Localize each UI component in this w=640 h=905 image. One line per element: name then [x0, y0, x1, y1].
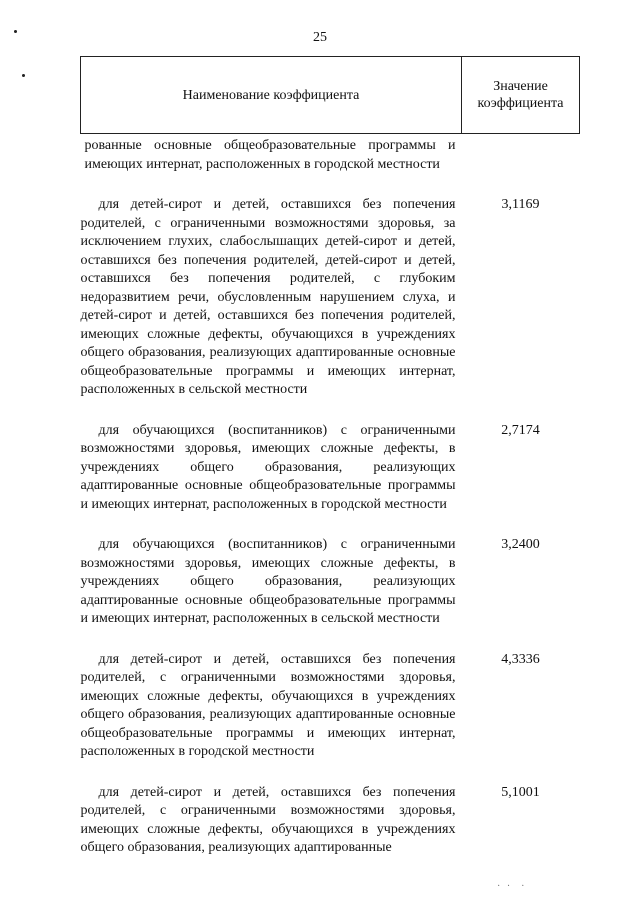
scan-speck — [22, 74, 25, 77]
table-row — [81, 629, 580, 762]
scan-artifact: · · · — [497, 881, 527, 892]
table-row — [81, 174, 580, 400]
coefficient-value: 5,1001 — [501, 784, 540, 800]
coefficient-value: 3,1169 — [501, 197, 540, 212]
coefficient-table — [80, 56, 580, 858]
coefficient-name: для детей-сирот и детей, оставшихся без попечения родителей, с ограниченными возможностями здоровья, за исключением глухих, слабослышащих детей-сирот и детей, оставшихся без попечения родителей, детей-сирот и детей, оставшихся без попечения родителей, с глубоким недоразвитием речи, обусловленным нарушением слуха, и детей-сирот и детей, оставшихся без попечения родителей, имеющих сложные дефекты, обучающихся в учреждениях общего образования, реализующих адаптированные основные общеобразовательные программы и имеющих интернат, расположенных в сельской местности — [80, 197, 456, 397]
continuation-text: рованные основные общеобразовательные программы и имеющих интернат, расположенных в городской местности — [84, 138, 456, 172]
page-number: 25 — [313, 30, 327, 45]
table-row — [81, 514, 580, 629]
header-value-label: Значение коэффициента — [477, 79, 564, 111]
coefficient-name: для обучающихся (воспитанников) с ограниченными возможностями здоровья, имеющих сложные дефекты, в учреждениях общего образования, реализующих адаптированные основные общеобразовательные программы и имеющих интернат, расположенных в сельской местности — [80, 537, 456, 626]
coefficient-value: 3,2400 — [501, 537, 540, 552]
coefficient-name: для детей-сирот и детей, оставшихся без попечения родителей, с ограниченными возможностями здоровья, имеющих сложные дефекты, обучающихся в учреждениях общего образования, реализующих адаптированные — [80, 784, 456, 855]
coefficient-value: 2,7174 — [501, 422, 540, 438]
table-row — [81, 400, 580, 515]
header-coefficient-value — [462, 57, 580, 134]
table-row-continuation — [81, 134, 580, 175]
table-header-row — [81, 57, 580, 134]
coefficient-name: для детей-сирот и детей, оставшихся без попечения родителей, с ограниченными возможностями здоровья, имеющих сложные дефекты, обучающихся в учреждениях общего образования, реализующих адаптированные основные общеобразовательные программы и имеющих интернат, расположенных в городской местности — [80, 651, 456, 759]
table-row — [81, 762, 580, 858]
header-coefficient-name: Наименование коэффициента — [81, 57, 462, 134]
coefficient-name: для обучающихся (воспитанников) с ограниченными возможностями здоровья, имеющих сложные дефекты, в учреждениях общего образования, реализующих адаптированные основные общеобразовательные программы и имеющих интернат, расположенных в городской местности — [80, 422, 456, 512]
coefficient-value: 4,3336 — [501, 651, 540, 667]
